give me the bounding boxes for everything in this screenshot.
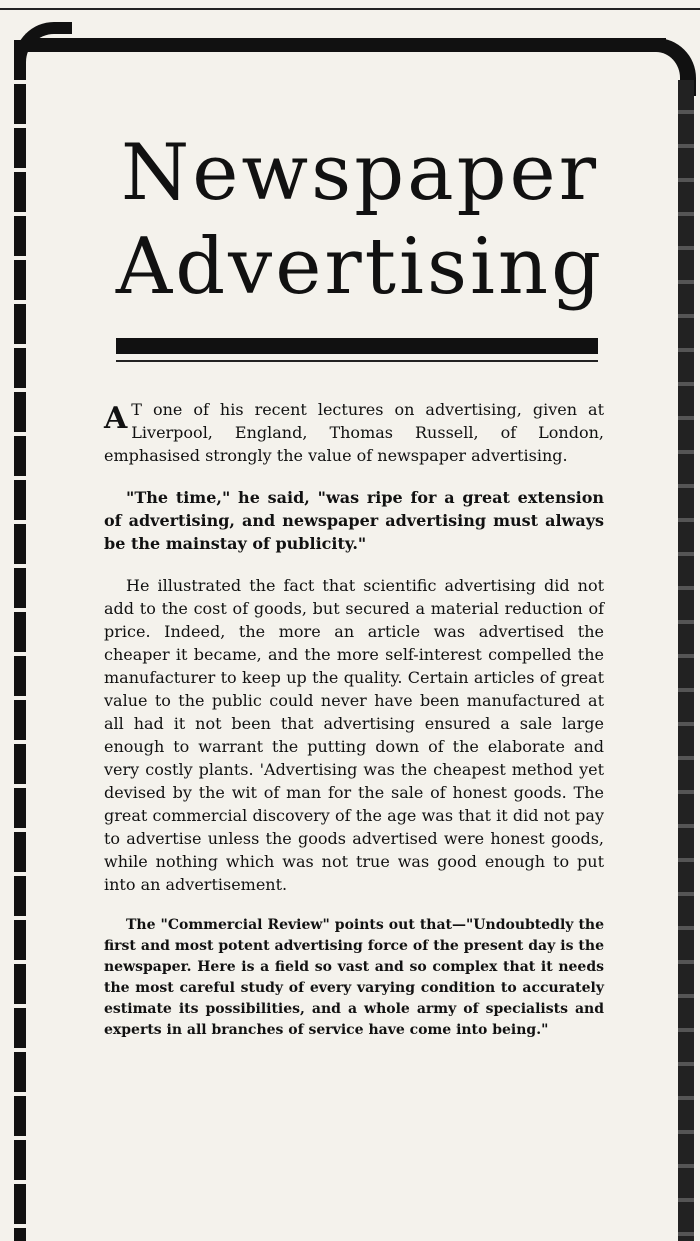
- headline-rule: [116, 338, 598, 354]
- drop-cap: A: [104, 401, 128, 436]
- headline-rule-thin: [116, 360, 598, 362]
- article-paragraph-1: [104, 398, 604, 467]
- frame-border-top: [26, 38, 666, 52]
- article-paragraph-4: The "Commercial Review" points out that—"Undoubtedly the first and most potent advertising force of the present day is the newspaper. Here is a field so vast and so complex that it needs the most careful study of every varying condition to accurately estimate its possibilities, and a whole army of specialists and experts in all branches of service have come into being.": [104, 917, 604, 1038]
- top-rule: [0, 8, 700, 10]
- article-body: [104, 398, 604, 1060]
- frame-border-left: [14, 40, 26, 1241]
- article-paragraph-2: "The time," he said, "was ripe for a great extension of advertising, and newspaper advertising must always be the mainstay of publicity.": [104, 488, 604, 553]
- paragraph-1-text: T one of his recent lectures on advertising, given at Liverpool, England, Thomas Russell, of London, emphasised strongly the value of newspaper advertising.: [104, 400, 604, 465]
- headline-line-1: Newspaper: [120, 128, 599, 218]
- headline-line-2: Advertising: [115, 222, 605, 312]
- article-paragraph-3: He illustrated the fact that scientific advertising did not add to the cost of goods, but secured a material reduction of price. Indeed, the more an article was advertised the cheaper it became, and the more self-interest compelled the manufacturer to keep up the quality. Certain articles of great value to the public could never have been manufactured at all had it not been that advertising ensured a sale large enough to warrant the putting down of the elaborate and very costly plants. 'Advertising was the cheapest method yet devised by the wit of man for the sale of honest goods. The great commercial discovery of the age was that it did not pay to advertise unless the goods advertised were honest goods, while nothing which was not true was good enough to put into an advertisement.: [104, 576, 604, 894]
- frame-border-right: [678, 80, 694, 1241]
